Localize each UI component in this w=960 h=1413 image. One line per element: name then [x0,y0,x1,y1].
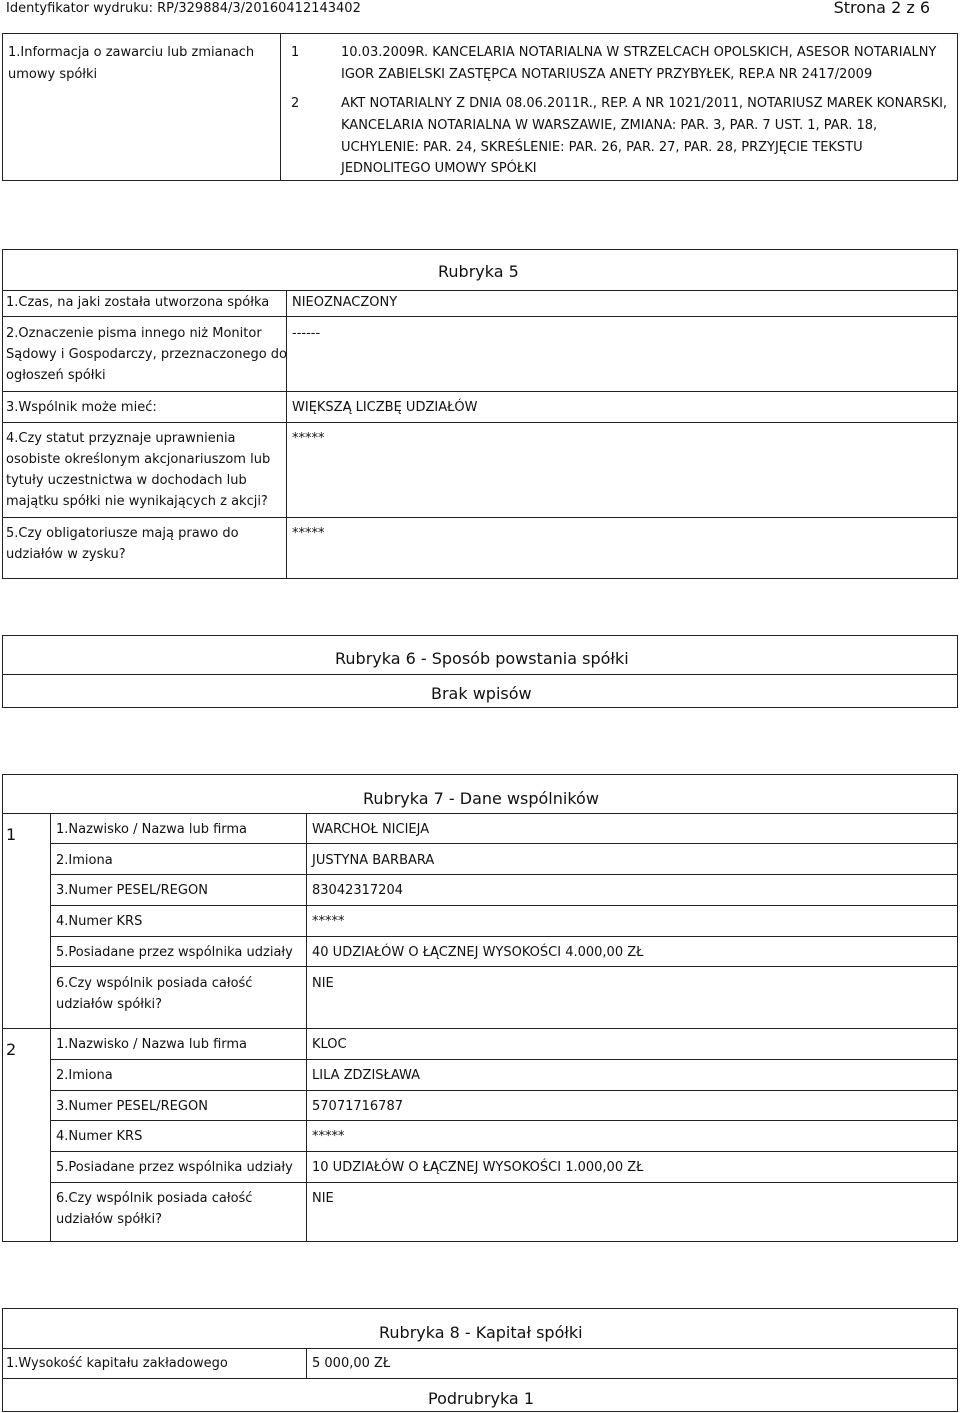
field-label: 6.Czy wspólnik posiada całość [56,976,253,991]
field-label: 5.Posiadane przez wspólnika udziały [56,945,293,960]
field-label: 5.Posiadane przez wspólnika udziały [56,1160,293,1175]
field-label: 3.Wspólnik może mieć: [6,400,157,415]
rubryka-7-title: Rubryka 7 - Dane wspólników [363,789,599,808]
agreement-info-label: 1.Informacja o zawarciu lub zmianach [8,45,255,60]
field-label: 4.Numer KRS [56,914,143,929]
rubryka-6-empty: Brak wpisów [431,684,532,703]
field-value: ------ [292,326,321,341]
field-value: ***** [312,1129,345,1144]
agreement-entry-number: 2 [291,96,300,111]
field-label: 1.Nazwisko / Nazwa lub firma [56,822,248,837]
field-label: 2.Oznaczenie pisma innego niż Monitor [6,326,262,341]
field-value: NIE [312,1191,334,1206]
field-value: 5 000,00 ZŁ [312,1356,391,1371]
field-label: 1.Czas, na jaki została utworzona spółka [6,295,270,310]
partner-number: 2 [6,1040,17,1059]
rubryka-6-title: Rubryka 6 - Sposób powstania spółki [335,649,629,668]
field-value: KLOC [312,1037,347,1052]
field-value: 57071716787 [312,1099,403,1114]
agreement-entry-text: 10.03.2009R. KANCELARIA NOTARIALNA W STRZELCACH OPOLSKICH, ASESOR NOTARIALNY [341,45,937,60]
field-label: 6.Czy wspólnik posiada całość [56,1191,253,1206]
field-value: WARCHOŁ NICIEJA [312,822,430,837]
field-value: LILA ZDZISŁAWA [312,1068,421,1083]
rubryka-5-title: Rubryka 5 [438,262,519,281]
field-value: JUSTYNA BARBARA [312,853,435,868]
field-label: 4.Czy statut przyznaje uprawnienia [6,431,236,446]
agreement-entry-text: AKT NOTARIALNY Z DNIA 08.06.2011R., REP. A NR 1021/2011, NOTARIUSZ MAREK KONARSKI, [341,96,948,111]
field-label: 1.Nazwisko / Nazwa lub firma [56,1037,248,1052]
field-value: 40 UDZIAŁÓW O ŁĄCZNEJ WYSOKOŚCI 4.000,00 ZŁ [312,945,644,960]
field-label: 2.Imiona [56,1068,113,1083]
field-value: 83042317204 [312,883,403,898]
field-value: WIĘKSZĄ LICZBĘ UDZIAŁÓW [292,400,478,415]
field-label: 2.Imiona [56,853,113,868]
field-label: 1.Wysokość kapitału zakładowego [6,1356,228,1371]
rubryka-8-title: Rubryka 8 - Kapitał spółki [379,1323,583,1342]
field-label: 5.Czy obligatoriusze mają prawo do [6,526,239,541]
field-value: NIE [312,976,334,991]
field-value: ***** [292,526,325,541]
field-value: ***** [292,431,325,446]
field-label: 3.Numer PESEL/REGON [56,1099,208,1114]
field-label: 3.Numer PESEL/REGON [56,883,208,898]
print-identifier: Identyfikator wydruku: RP/329884/3/20160412143402 [6,1,361,16]
field-value: ***** [312,914,345,929]
podrubryka-title: Podrubryka 1 [428,1389,534,1408]
field-label: 4.Numer KRS [56,1129,143,1144]
page-number: Strona 2 z 6 [833,0,930,17]
field-value: 10 UDZIAŁÓW O ŁĄCZNEJ WYSOKOŚCI 1.000,00 ZŁ [312,1160,644,1175]
partner-number: 1 [6,825,17,844]
field-value: NIEOZNACZONY [292,295,398,310]
agreement-entry-number: 1 [291,45,300,60]
